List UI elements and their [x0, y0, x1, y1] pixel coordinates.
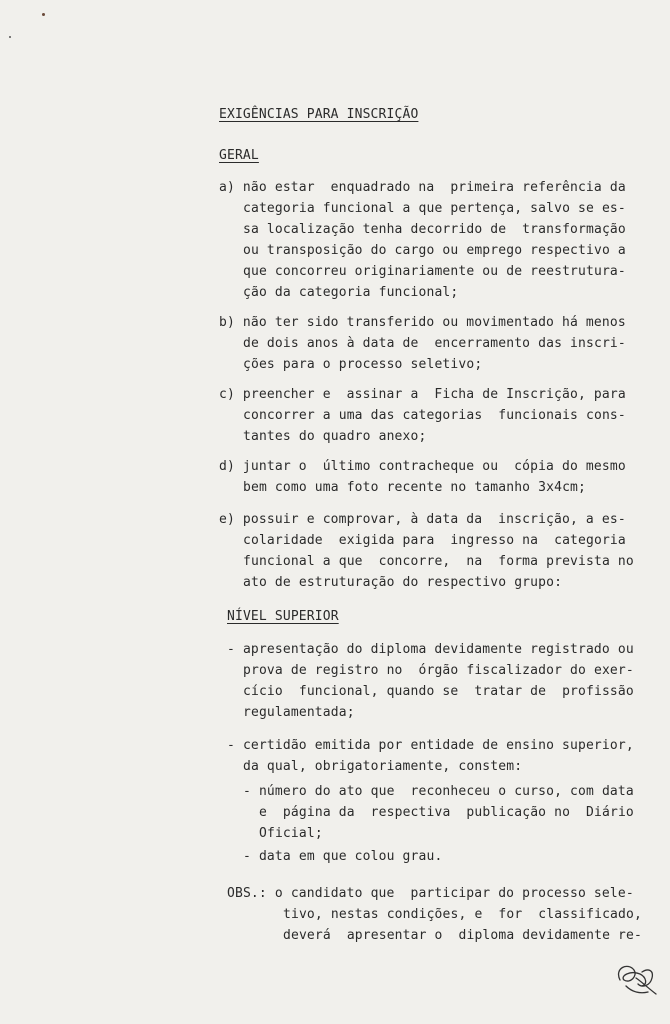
item-a-line-2: categoria funcional a que pertença, salvo se es-	[243, 201, 626, 216]
ns-subitem1-line-1: - número do ato que reconheceu o curso, com data	[243, 784, 634, 799]
ns-item1-line-4: regulamentada;	[243, 705, 355, 720]
obs-line-3: deverá apresentar o diploma devidamente re-	[283, 928, 642, 943]
ns-item2-line-1: - certidão emitida por entidade de ensino superior,	[227, 738, 634, 753]
item-e-line-2: colaridade exigida para ingresso na categoria	[243, 533, 626, 548]
item-b-line-1: b) não ter sido transferido ou movimentado há menos	[219, 315, 626, 330]
handwritten-initials	[612, 958, 662, 1002]
item-b-line-3: ções para o processo seletivo;	[243, 357, 483, 372]
item-e-line-3: funcional a que concorre, na forma prevista no	[243, 554, 634, 569]
ns-subitem1-line-3: Oficial;	[259, 826, 323, 841]
ns-item2-line-2: da qual, obrigatoriamente, constem:	[243, 759, 523, 774]
item-a-line-6: ção da categoria funcional;	[243, 285, 459, 300]
document-title: EXIGÊNCIAS PARA INSCRIÇÃO	[219, 107, 419, 122]
obs-line-1: OBS.: o candidato que participar do processo sele-	[227, 886, 634, 901]
item-c-line-2: concorrer a uma das categorias funcionais cons-	[243, 408, 626, 423]
ink-speck	[9, 36, 11, 38]
section-heading-nivel-superior: NÍVEL SUPERIOR	[227, 609, 339, 624]
ns-subitem1-line-2: e página da respectiva publicação no Diário	[259, 805, 634, 820]
item-c-line-3: tantes do quadro anexo;	[243, 429, 427, 444]
item-a-line-3: sa localização tenha decorrido de transformação	[243, 222, 626, 237]
item-e-line-1: e) possuir e comprovar, à data da inscrição, a es-	[219, 512, 626, 527]
item-a-line-4: ou transposição do cargo ou emprego respectivo a	[243, 243, 626, 258]
item-d-line-2: bem como uma foto recente no tamanho 3x4cm;	[243, 480, 586, 495]
ns-item1-line-1: - apresentação do diploma devidamente registrado ou	[227, 642, 634, 657]
item-a-line-5: que concorreu originariamente ou de reestrutura-	[243, 264, 626, 279]
item-a-line-1: a) não estar enquadrado na primeira referência da	[219, 180, 626, 195]
ink-speck	[42, 13, 45, 16]
ns-item1-line-3: cício funcional, quando se tratar de profissão	[243, 684, 634, 699]
item-b-line-2: de dois anos à data de encerramento das inscri-	[243, 336, 626, 351]
item-e-line-4: ato de estruturação do respectivo grupo:	[243, 575, 563, 590]
item-c-line-1: c) preencher e assinar a Ficha de Inscrição, para	[219, 387, 626, 402]
obs-line-2: tivo, nestas condições, e for classificado,	[283, 907, 642, 922]
ns-subitem2-line-1: - data em que colou grau.	[243, 849, 443, 864]
ns-item1-line-2: prova de registro no órgão fiscalizador do exer-	[243, 663, 634, 678]
section-heading-geral: GERAL	[219, 148, 259, 163]
item-d-line-1: d) juntar o último contracheque ou cópia do mesmo	[219, 459, 626, 474]
